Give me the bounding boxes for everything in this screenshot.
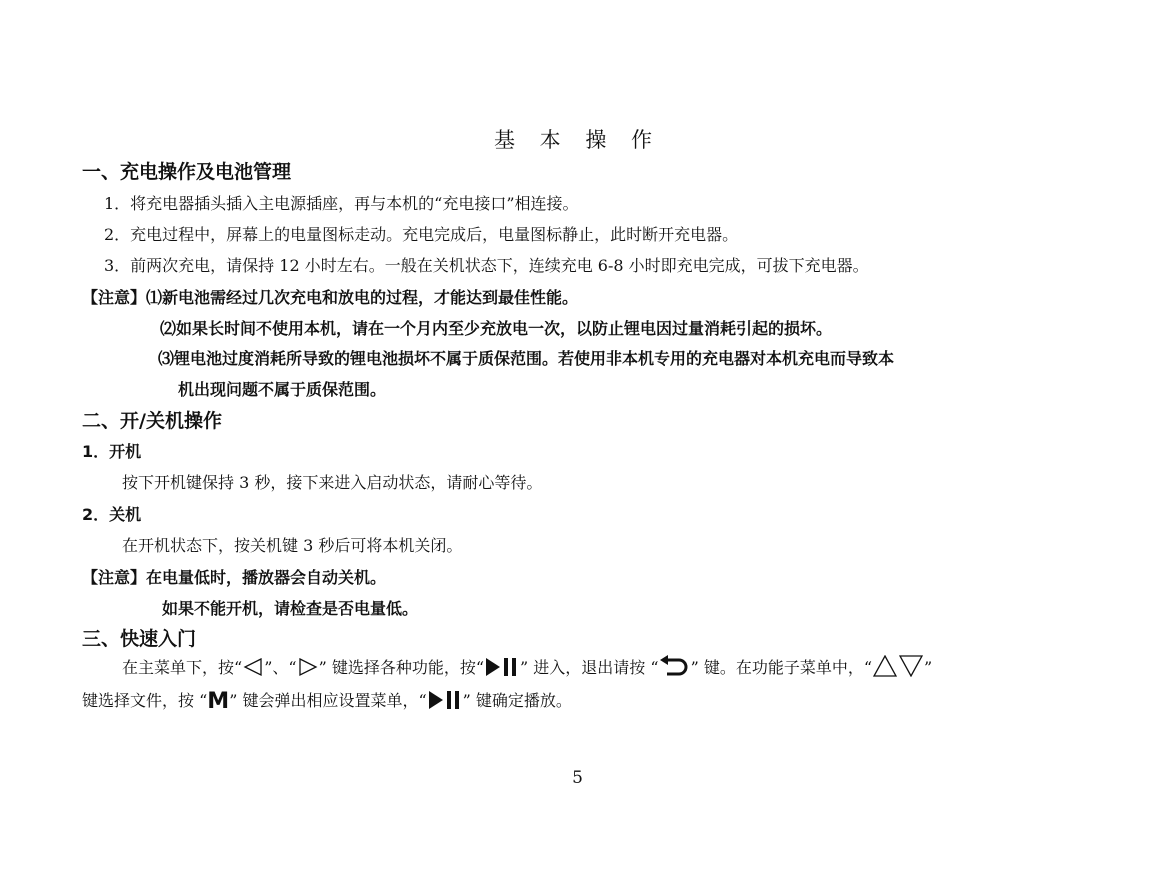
page-number: 5: [572, 768, 583, 788]
down-triangle-icon: [899, 655, 923, 681]
charging-note-line-1: [82, 285, 578, 308]
play-pause-icon: [428, 690, 462, 714]
charging-item-2: 2．充电过程中，屏幕上的电量图标走动。充电完成后，电量图标静止，此时断开充电器。: [104, 225, 739, 244]
power-note-line-1: [82, 565, 386, 588]
section-heading-power: 二、开/关机操作: [82, 410, 222, 432]
charging-note-line-2: ⑵如果长时间不使用本机，请在一个月内至少充放电一次，以防止锂电因过量消耗引起的损坏。: [160, 319, 833, 338]
power-on-text: 按下开机键保持 3 秒，接下来进入启动状态，请耐心等待。: [122, 473, 543, 492]
back-arrow-icon: [660, 655, 690, 681]
text-segment: ”、“: [264, 658, 297, 677]
text-segment: 键选择文件，按 “: [82, 691, 208, 710]
text-segment: 在主菜单下，按“: [122, 658, 243, 677]
charging-item-3: 3．前两次充电，请保持 12 小时左右。一般在关机状态下，连续充电 6-8 小时即充电完成，可拔下充电器。: [104, 256, 869, 275]
play-pause-icon: [485, 657, 519, 681]
charging-note-line-4: 机出现问题不属于质保范围。: [178, 380, 387, 399]
power-note-line-2: 如果不能开机，请检查是否电量低。: [162, 599, 419, 618]
menu-m-icon: M: [207, 689, 230, 714]
section-heading-quickstart: 三、快速入门: [82, 628, 197, 650]
left-triangle-icon: [243, 657, 263, 681]
right-triangle-icon: [298, 657, 318, 681]
power-off-text: 在开机状态下，按关机键 3 秒后可将本机关闭。: [122, 536, 463, 555]
up-triangle-icon: [873, 655, 897, 681]
quickstart-line-2: [82, 688, 572, 714]
text-segment: ” 键会弹出相应设置菜单，“: [229, 691, 427, 710]
note-text: 在电量低时，播放器会自动关机。: [146, 568, 387, 587]
charging-item-1: 1．将充电器插头插入主电源插座，再与本机的“充电接口”相连接。: [104, 194, 579, 213]
page-title: 基 本 操 作: [493, 128, 662, 152]
charging-note-line-3: ⑶锂电池过度消耗所导致的锂电池损坏不属于质保范围。若使用非本机专用的充电器对本机充电而导致本: [158, 349, 895, 368]
text-segment: ” 键。在功能子菜单中，“: [690, 658, 873, 677]
text-segment: ” 进入，退出请按 “: [520, 658, 659, 677]
power-on-title: 1．开机: [82, 442, 142, 461]
note-text: ⑴新电池需经过几次充电和放电的过程，才能达到最佳性能。: [146, 288, 579, 307]
text-segment: ” 键选择各种功能，按“: [318, 658, 485, 677]
quickstart-line-1: [122, 655, 932, 681]
text-segment: ”: [924, 658, 933, 677]
note-label: 【注意】: [82, 288, 147, 307]
section-heading-charging: 一、充电操作及电池管理: [82, 161, 292, 183]
note-label: 【注意】: [82, 568, 147, 587]
power-off-title: 2．关机: [82, 505, 142, 524]
text-segment: ” 键确定播放。: [462, 691, 572, 710]
